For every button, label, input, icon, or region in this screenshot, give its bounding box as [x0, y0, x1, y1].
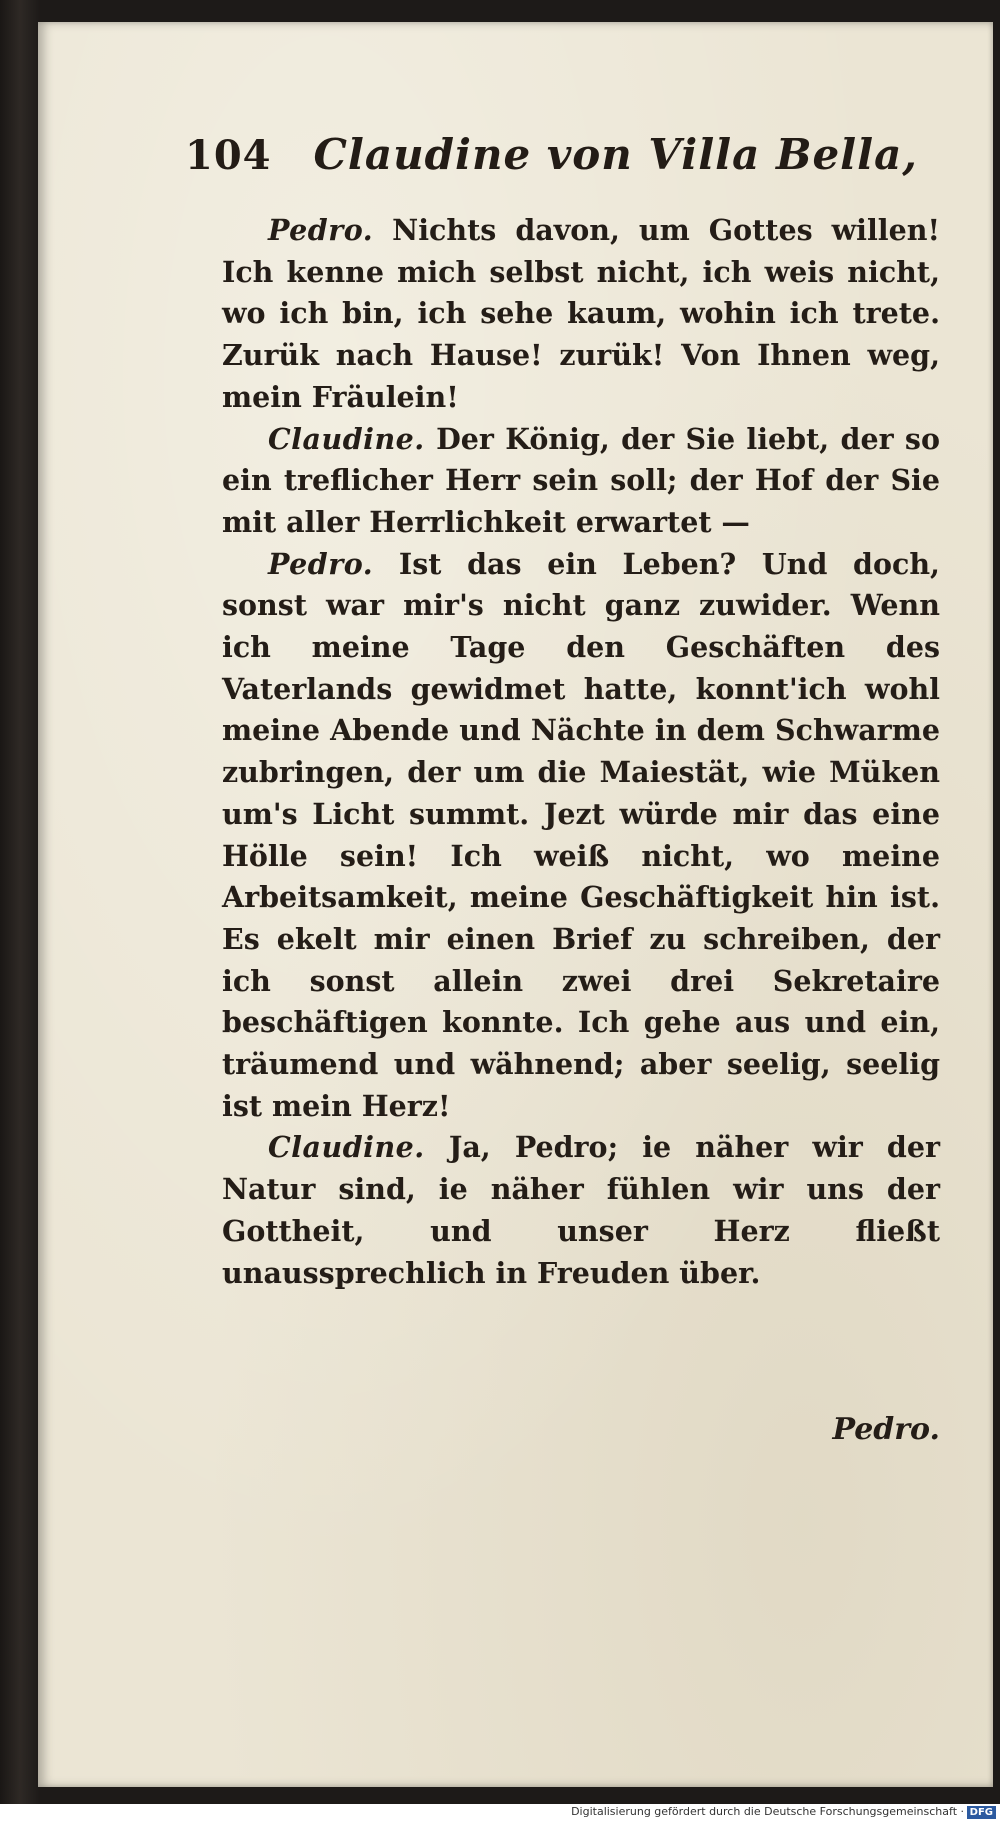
- paragraph-text: Der König, der Sie liebt, der so ein treflicher Herr sein soll; der Hof der Sie mit aller Herrlichkeit erwartet —: [222, 421, 940, 539]
- paragraph-text: Ja, Pedro; ie näher wir der Natur sind, ie näher fühlen wir uns der Gottheit, und unser Herz fließt unaussprechlich in Freuden über.: [222, 1130, 940, 1290]
- speaker-name: Pedro.: [268, 213, 374, 247]
- paragraph-text: Ist das ein Leben? Und doch, sonst war mir's nicht ganz zuwider. Wenn ich meine Tage den Geschäften des Vaterlands gewidmet hatte, konnt'ich wohl meine Abende und Nächte in dem Schwarme zubringen, der um die Maiestät, wie Müken um's Licht summt. Jezt würde mir das eine Hölle sein! Ich weiß nicht, wo meine Arbeitsamkeit, meine Geschäftigkeit hin ist. Es ekelt mir einen Brief zu schreiben, der ich sonst allein zwei drei Sekretaire beschäftigen konnte. Ich gehe aus und ein, träumend und wähnend; aber seelig, seelig ist mein Herz!: [222, 546, 940, 1123]
- running-title: Claudine von Villa Bella,: [313, 130, 918, 179]
- paragraph: [222, 210, 940, 419]
- speaker-name: Pedro.: [268, 546, 374, 581]
- page-number: 104: [185, 132, 272, 179]
- dfg-logo-icon: DFG: [967, 1806, 996, 1819]
- footer-credit: Digitalisierung gefördert durch die Deutsche Forschungsgemeinschaft ·: [571, 1805, 964, 1818]
- paragraph: [222, 1127, 940, 1294]
- page-header: [185, 130, 945, 200]
- paragraph: [222, 544, 940, 1128]
- speaker-name: Claudine.: [268, 421, 425, 456]
- paragraph-text: Nichts davon, um Gottes willen! Ich kenne mich selbst nicht, ich weis nicht, wo ich bin, ich sehe kaum, wohin ich trete. Zurük nach Hause! zurük! Von Ihnen weg, mein Fräulein!: [222, 213, 940, 414]
- text-block: [222, 210, 940, 1294]
- catchword: Pedro.: [832, 1412, 940, 1447]
- speaker-name: Claudine.: [268, 1130, 425, 1165]
- paragraph: [222, 419, 940, 544]
